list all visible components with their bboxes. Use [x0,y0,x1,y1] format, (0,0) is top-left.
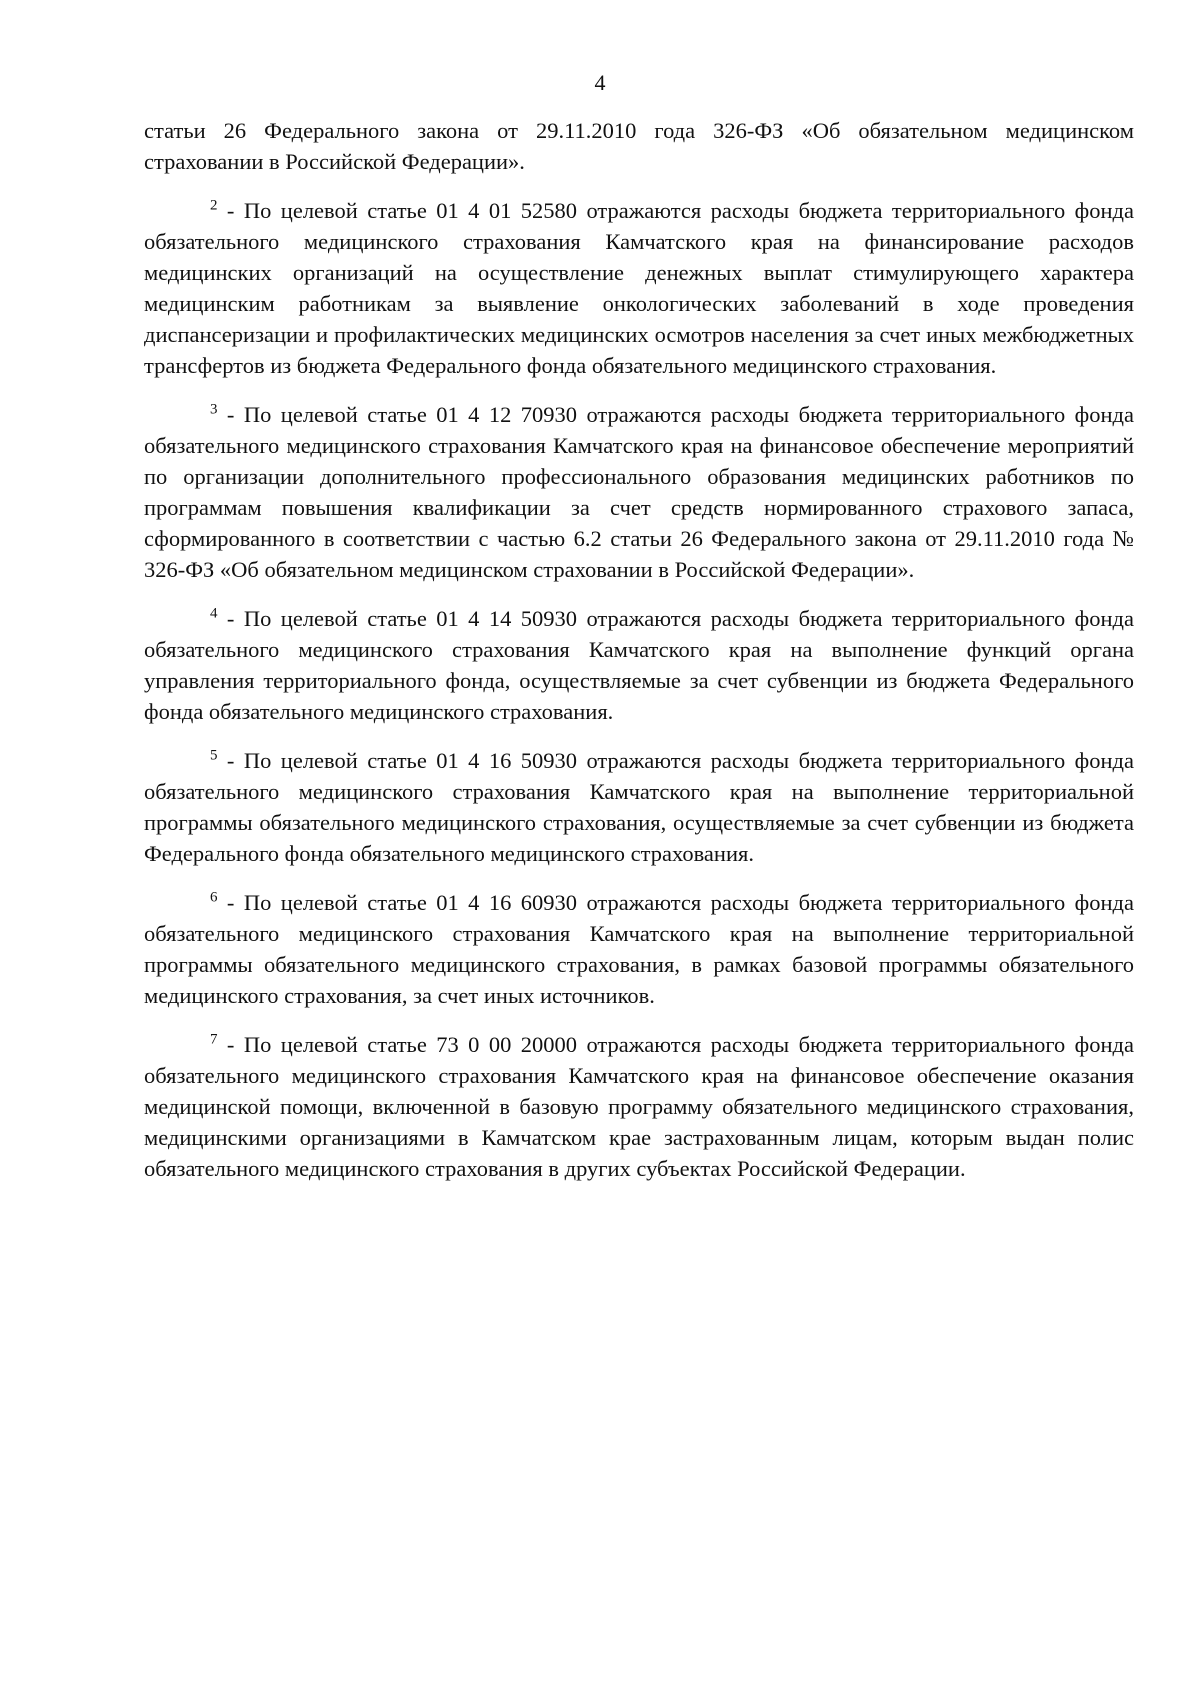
footnote-dash: - [217,890,244,915]
footnote-paragraph-7 [144,1029,1134,1184]
footnote-dash: - [217,198,244,223]
footnote-paragraph-6 [144,887,1134,1011]
footnote-marker: 4 [210,605,218,622]
footnote-dash: - [217,606,244,631]
footnote-marker: 6 [210,889,218,906]
paragraph-text: По целевой статье 01 4 12 70930 отражаются расходы бюджета территориального фонда обязательного медицинского страхования Камчатского края на финансовое обеспечение мероприятий по организации дополнительного профессионального образования медицинских работников по программам повышения квалификации за счет средств нормированного страхового запаса, сформированного в соответствии с частью 6.2 статьи 26 Федерального закона от 29.11.2010 года № 326-ФЗ «Об обязательном медицинском страховании в Российской Федерации». [144,402,1134,582]
footnote-dash: - [217,1032,244,1057]
footnote-marker: 5 [210,747,218,764]
footnote-marker: 3 [210,401,218,418]
paragraph-continuation [144,115,1134,177]
page-number: 4 [594,70,606,95]
paragraph-text: По целевой статье 01 4 14 50930 отражаются расходы бюджета территориального фонда обязательного медицинского страхования Камчатского края на выполнение функций органа управления территориального фонда, осуществляемые за счет субвенции из бюджета Федерального фонда обязательного медицинского страхования. [144,606,1134,724]
paragraph-text: По целевой статье 01 4 16 60930 отражаются расходы бюджета территориального фонда обязательного медицинского страхования Камчатского края на выполнение территориальной программы обязательного медицинского страхования, в рамках базовой программы обязательного медицинского страхования, за счет иных источников. [144,890,1134,1008]
footnote-paragraph-3 [144,399,1134,585]
footnote-paragraph-2 [144,195,1134,381]
footnote-marker: 2 [210,197,218,214]
footnote-paragraph-4 [144,603,1134,727]
paragraph-text: По целевой статье 01 4 01 52580 отражаются расходы бюджета территориального фонда обязательного медицинского страхования Камчатского края на финансирование расходов медицинских организаций на осуществление денежных выплат стимулирующего характера медицинским работникам за выявление онкологических заболеваний в ходе проведения диспансеризации и профилактических медицинских осмотров населения за счет иных межбюджетных трансфертов из бюджета Федерального фонда обязательного медицинского страхования. [144,198,1134,378]
paragraph-text: статьи 26 Федерального закона от 29.11.2010 года 326-ФЗ «Об обязательном медицинском страховании в Российской Федерации». [144,118,1134,174]
footnote-dash: - [217,402,244,427]
paragraph-text: По целевой статье 01 4 16 50930 отражаются расходы бюджета территориального фонда обязательного медицинского страхования Камчатского края на выполнение территориальной программы обязательного медицинского страхования, осуществляемые за счет субвенции из бюджета Федерального фонда обязательного медицинского страхования. [144,748,1134,866]
document-body [144,115,1134,1202]
footnote-paragraph-5 [144,745,1134,869]
paragraph-text: По целевой статье 73 0 00 20000 отражаются расходы бюджета территориального фонда обязательного медицинского страхования Камчатского края на финансовое обеспечение оказания медицинской помощи, включенной в базовую программу обязательного медицинского страхования, медицинскими организациями в Камчатском крае застрахованным лицам, которым выдан полис обязательного медицинского страхования в других субъектах Российской Федерации. [144,1032,1134,1181]
footnote-dash: - [217,748,244,773]
footnote-marker: 7 [210,1031,218,1048]
